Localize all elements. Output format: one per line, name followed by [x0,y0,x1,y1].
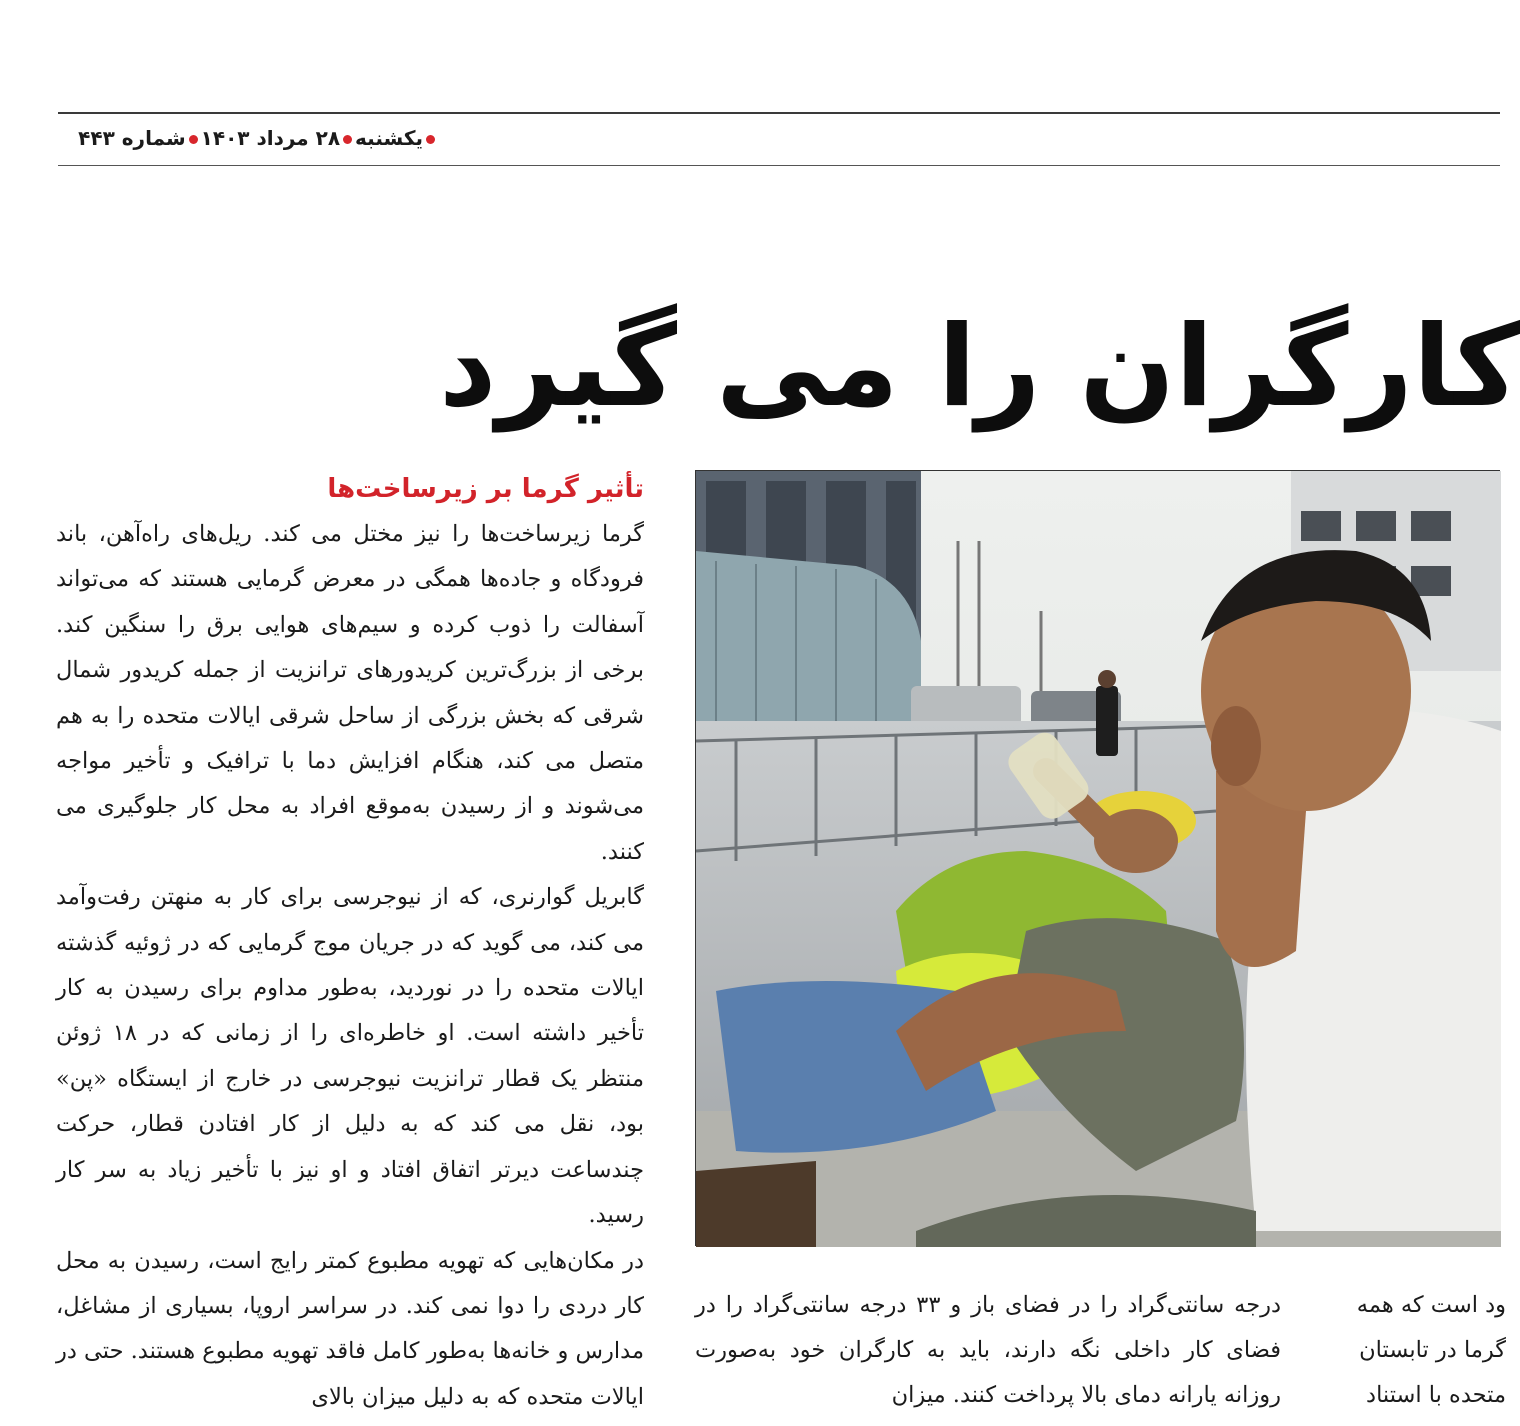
cropped-line: گرما در تابستان [1359,1337,1506,1363]
article-paragraph: گرما زیرساخت‌ها را نیز مختل می کند. ریل‌های راه‌آهن، باند فرودگاه و جاده‌ها همگی در معرض گرمایی هستند که می‌تواند آسفالت را ذوب کرده و سیم‌های هوایی برق را سنگین کند. برخی از بزرگ‌ترین کریدورهای ترانزیت از جمله کریدور شمال شرقی که بخش بزرگی از ساحل شرقی ایالات متحده را به هم متصل می کند، هنگام افزایش دما با ترافیک و تأخیر مواجه می‌شوند و از رسیدن به‌موقع افراد به محل کار جلوگیری می کنند. [56,521,644,865]
issue-day: یکشنبه [355,126,423,150]
cropped-column [1357,1283,1506,1418]
left-article-column [56,468,644,1420]
masthead-top-rule [58,112,1500,114]
issue-info [58,122,438,154]
article-headline: کارگران را می گیرد [439,302,1520,432]
bullet-dot-icon [189,135,198,144]
workers-resting-photo [695,470,1500,1246]
article-paragraph: گابریل گوارنری، که از نیوجرسی برای کار به منهتن رفت‌وآمد می کند، می گوید که در جریان موج گرمایی که در ژوئیه گذشته ایالات متحده را در نوردید، به‌طور مداوم برای رسیدن به کار تأخیر داشته است. او خاطره‌ای را از زمانی که در ۱۸ ژوئن منتظر یک قطار ترانزیت نیوجرسی در خارج از ایستگاه «پن» بود، نقل می کند که به دلیل از کار افتادن قطار، حرکت چندساعت دیرتر اتفاق افتاد و او نیز با تأخیر زیاد به سر کار رسید. [56,884,644,1229]
masthead-bottom-rule [58,165,1500,166]
continued-column: درجه سانتی‌گراد را در فضای باز و ۳۳ درجه سانتی‌گراد را در فضای کار داخلی نگه دارند، باید به کارگران خود به‌صورت روزانه یارانه دمای بالا پرداخت کنند. میزان [695,1292,1281,1408]
bullet-dot-icon [343,135,352,144]
article-paragraph: در مکان‌هایی که تهویه مطبوع کمتر رایج است، رسیدن به محل کار دردی را دوا نمی کند. در سراسر اروپا، بسیاری از مشاغل، مدارس و خانه‌ها به‌طور کامل فاقد تهویه مطبوع هستند. حتی در ایالات متحده که به دلیل میزان بالای [56,1247,644,1410]
bullet-dot-icon [426,135,435,144]
issue-date: ۲۸ مرداد ۱۴۰۳ [200,126,341,150]
article-body [56,512,644,1420]
issue-number: شماره ۴۴۳ [78,126,186,150]
photo-illustration [696,471,1501,1247]
cropped-line: ود است که همه [1356,1292,1506,1318]
headline-container [439,282,1520,452]
cropped-column-container [1330,1283,1506,1426]
cropped-line: متحده با استناد [1366,1382,1506,1408]
section-subhead: تأثیر گرما بر زیرساخت‌ها [327,474,644,504]
